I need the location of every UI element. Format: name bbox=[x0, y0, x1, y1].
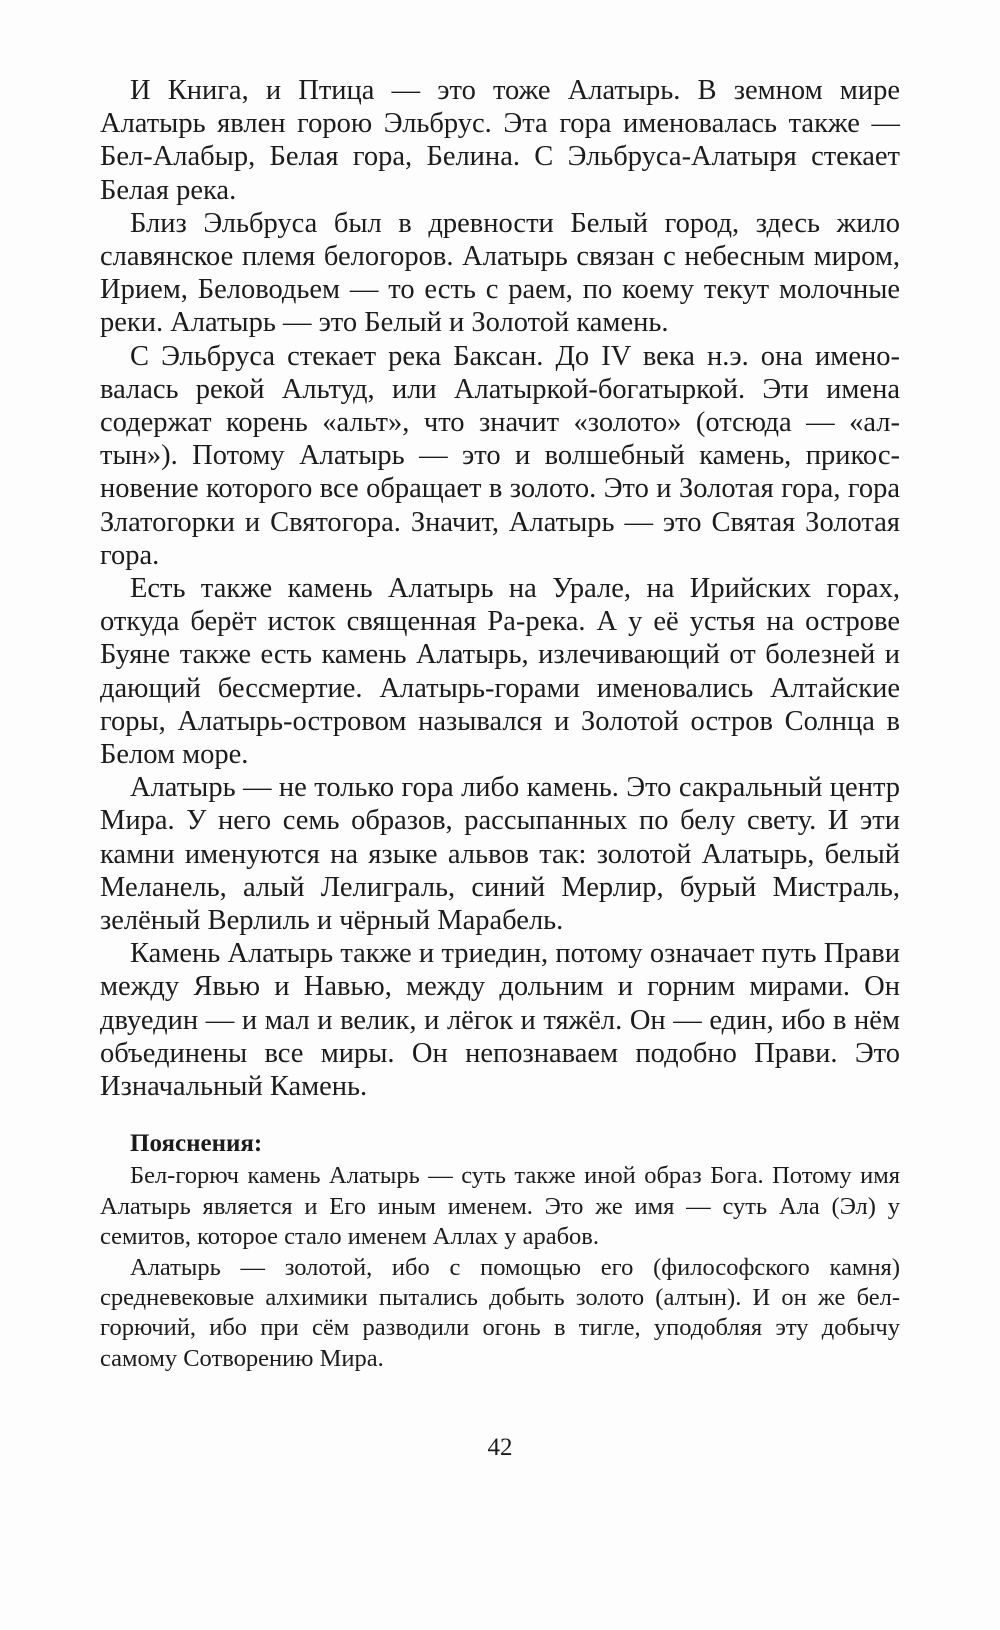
paragraph-5: Алатырь — не только гора либо камень. Это сакральный центр Мира. У него семь образов, рассыпанных по белу свету. И эти камни именуются на языке альвов так: золотой Алатырь, белый Меланель, алый Лелиграль, синий Мерлир, бурый Мистраль, зелёный Верлиль и чёрный Марабель. bbox=[100, 772, 900, 937]
notes-section bbox=[100, 1129, 900, 1374]
main-text bbox=[100, 74, 900, 1103]
paragraph-6: Камень Алатырь также и триедин, потому означает путь Прави между Явью и Навью, между дольним и горним мирами. Он двуедин — и мал и велик, и лёгок и тяжёл. Он — един, ибо в нём объединены все миры. Он непознаваем подобно Прави. Это Изначальный Камень. bbox=[100, 938, 900, 1103]
note-paragraph-2: Алатырь — золотой, ибо с помощью его (философского камня) средневековые алхимики пытались добыть золото (алтын). И он же бел-горючий, ибо при сём разводили огонь в тигле, уподобляя эту добычу самому Сотворению Мира. bbox=[100, 1253, 900, 1372]
paragraph-3: С Эльбруса стекает река Баксан. До IV века н.э. она именовалась рекой Альтуд, или Алатыркой-богатыркой. Эти имена содержат корень «альт», что значит «золото» (отсюда — «алтын»). Потому Алатырь — это и волшебный камень, прикосновение которого все обращает в золото. Это и Золотая гора, гора Златогорки и Святогора. Значит, Алатырь — это Святая Золотая гора. bbox=[100, 340, 900, 571]
text-block bbox=[100, 74, 900, 1374]
page-number: 42 bbox=[487, 1434, 513, 1461]
notes-heading: Пояснения: bbox=[130, 1130, 263, 1158]
paragraph-4: Есть также камень Алатырь на Урале, на Ирийских горах, откуда берёт исток священная Ра-река. А у её устья на острове Буяне также есть камень Алатырь, излечивающий от болезней и дающий бессмертие. Алатырь-горами именовались Алтайские горы, Алатырь-островом назывался и Золотой остров Солнца в Белом море. bbox=[100, 573, 900, 771]
paragraph-1: И Книга, и Птица — это тоже Алатырь. В земном мире Алатырь явлен горою Эльбрус. Эта гора именовалась также — Бел-Алабыр, Белая гора, Белина. С Эльбруса-Алатыря стекает Белая река. bbox=[100, 75, 900, 206]
note-paragraph-1: Бел-горюч камень Алатырь — суть также иной образ Бога. Потому имя Алатырь является и Его иным именем. Это же имя — суть Ала (Эл) у семитов, которое стало именем Аллах у арабов. bbox=[100, 1162, 900, 1251]
paragraph-2: Близ Эльбруса был в древности Белый город, здесь жило славянское племя белогоров. Алатырь связан с небесным миром, Ирием, Беловодьем — то есть с раем, по коему текут молочные реки. Алатырь — это Белый и Золотой камень. bbox=[100, 207, 900, 339]
